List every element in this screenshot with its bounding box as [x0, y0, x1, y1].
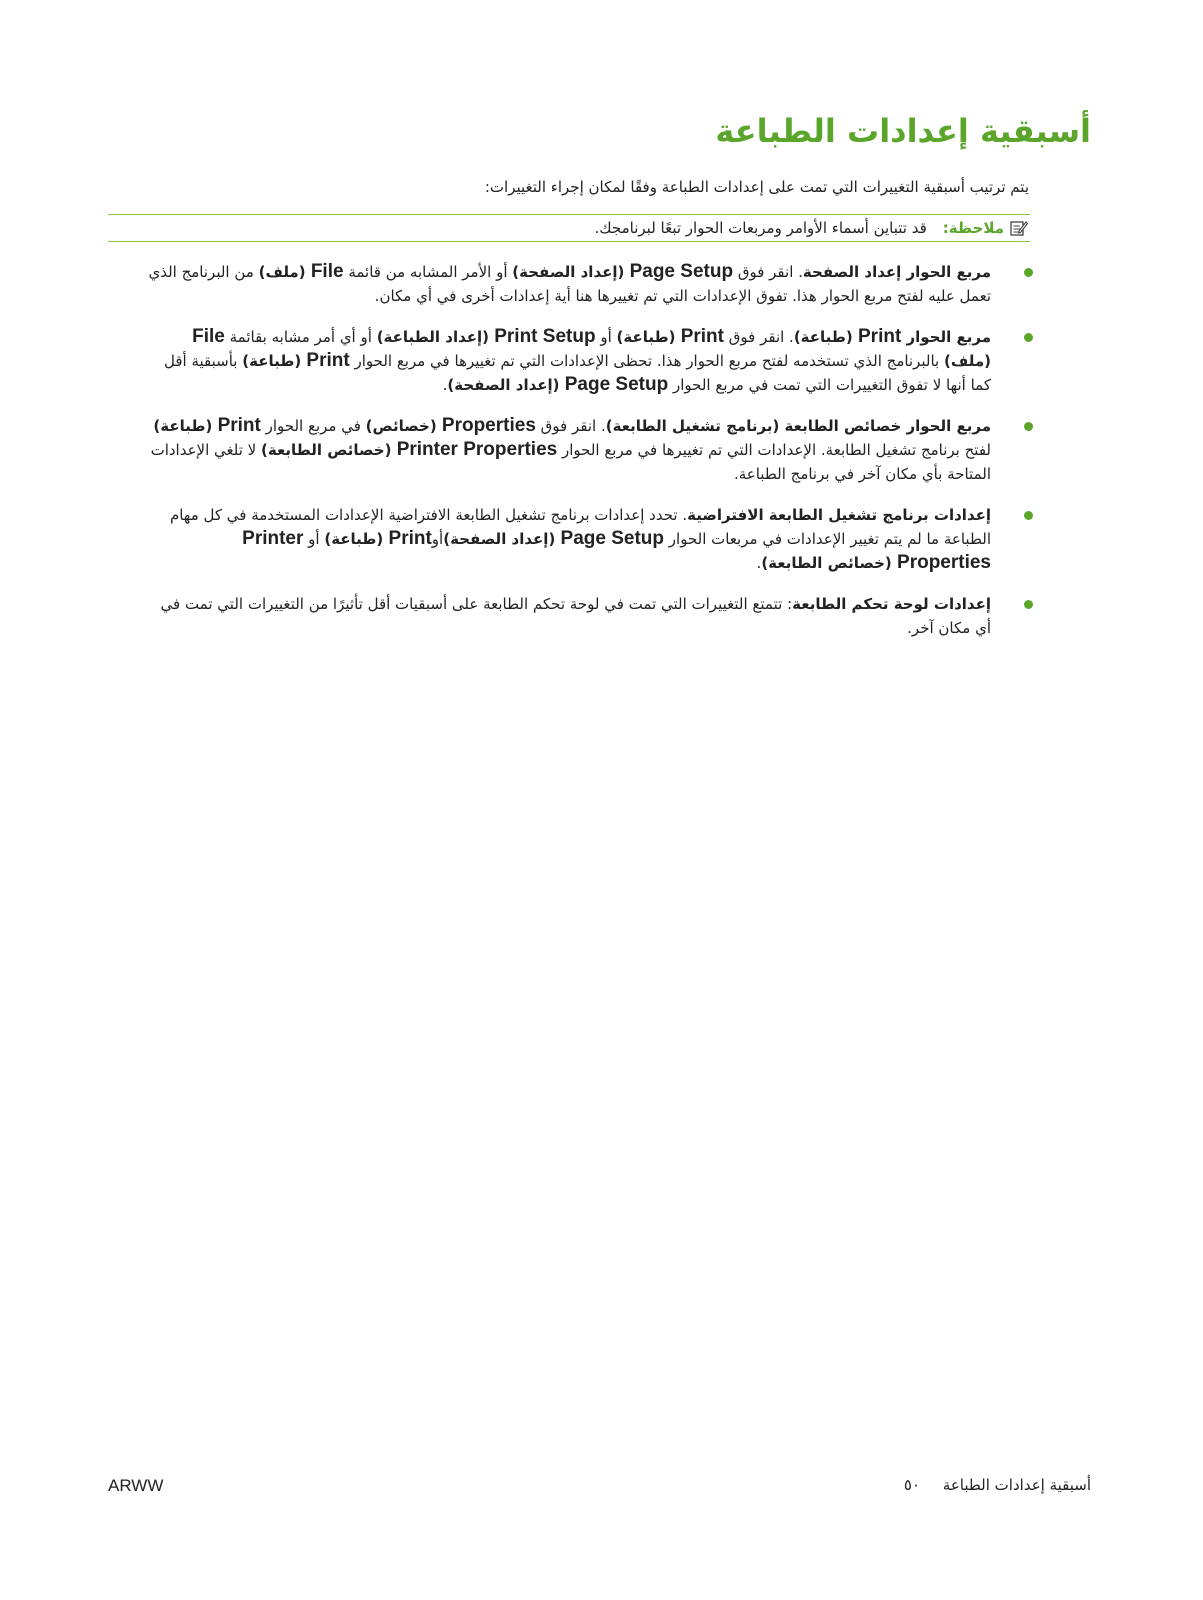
note-icon: [1010, 219, 1028, 237]
body-text: : تتمتع التغييرات التي تمت في لوحة تحكم الطابعة على أسبقيات أقل تأثيرًا من التغييرات التي تمت في أي مكان آخر.: [160, 595, 991, 637]
bold-text: مربع الحوار: [901, 328, 991, 346]
bold-text: إعدادات لوحة تحكم الطابعة: [792, 595, 991, 613]
bold-text: (ملف): [258, 263, 311, 281]
body-text: أو الأمر المشابه من قائمة: [343, 263, 513, 281]
body-text: . انقر فوق: [733, 263, 803, 281]
ui-term: Page Setup: [564, 374, 669, 395]
bold-text: (إعداد الصفحة): [512, 263, 630, 281]
bold-text: (طباعة): [153, 417, 218, 435]
body-text: .: [442, 376, 448, 394]
bold-text: (طباعة): [616, 328, 681, 346]
page-title: أسبقية إعدادات الطباعة: [715, 112, 1091, 150]
footer-doc-code: ARWW: [108, 1476, 164, 1495]
list-item: [146, 325, 991, 397]
body-text: . انقر فوق: [723, 328, 794, 346]
bold-text: (إعداد الصفحة): [447, 376, 565, 394]
body-text: لفتح برنامج تشغيل الطابعة. الإعدادات التي تم تغييرها في مربع الحوار: [557, 441, 991, 459]
ui-term: Page Setup: [560, 528, 665, 549]
footer-page-number: ٥٠: [903, 1476, 920, 1494]
body-text: أو: [303, 530, 325, 548]
body-text: بأسبقية أقل كما أنها لا تفوق التغييرات التي تمت في مربع الحوار: [164, 352, 991, 394]
ui-term: Printer Properties: [396, 439, 558, 460]
list-item: [146, 414, 991, 486]
bullet-dot-icon: [1024, 600, 1033, 609]
body-text: أو: [595, 328, 617, 346]
body-text: من البرنامج الذي تعمل عليه لفتح مربع الحوار هذا. تفوق الإعدادات التي تم تغييرها هنا أية إعدادات أخرى في أي مكان.: [148, 263, 991, 305]
ui-term: Print: [388, 528, 432, 549]
bold-text: (إعداد الطباعة): [376, 328, 495, 346]
body-text: بالبرنامج الذي تستخدمه لفتح مربع الحوار هذا. تحظى الإعدادات التي تم تغييرها في مربع الحوار: [349, 352, 944, 370]
body-text: في مربع الحوار: [260, 417, 366, 435]
note-text: قد تتباين أسماء الأوامر ومربعات الحوار تبعًا لبرنامجك.: [594, 219, 927, 237]
ui-term: File: [310, 261, 344, 282]
list-item: [146, 503, 991, 575]
body-text: . تحدد إعدادات برنامج تشغيل الطابعة الافتراضية الإعدادات المستخدمة في كل مهام الطباعة ما لم يتم تغيير الإعدادات في مربعات الحوار: [169, 506, 991, 548]
ui-term: Properties: [441, 415, 536, 436]
ui-term: Print: [217, 415, 261, 436]
bold-text: (خصائص الطابعة): [261, 441, 397, 459]
bullet-dot-icon: [1024, 511, 1033, 520]
ui-term: Print: [858, 326, 902, 347]
ui-term: Print: [680, 326, 724, 347]
bold-text: (طباعة): [793, 328, 858, 346]
note-box: [108, 214, 1030, 242]
intro-paragraph: يتم ترتيب أسبقية التغييرات التي تمت على إعدادات الطباعة وفقًا لمكان إجراء التغييرات:: [484, 178, 1029, 196]
bold-text: (ملف): [944, 352, 991, 370]
bold-text: (خصائص الطابعة): [761, 554, 898, 572]
bold-text: (طباعة): [324, 530, 389, 548]
body-text: . انقر فوق: [535, 417, 606, 435]
body-text: أو أي أمر مشابه بقائمة: [224, 328, 377, 346]
bold-text: إعدادات برنامج تشغيل الطابعة الافتراضية: [687, 506, 991, 524]
ui-term: Printer Properties: [242, 528, 991, 573]
bold-text: مربع الحوار إعداد الصفحة: [802, 263, 991, 281]
list-item: [146, 260, 991, 308]
ui-term: Print: [306, 350, 350, 371]
bullet-dot-icon: [1024, 422, 1033, 431]
ui-term: Page Setup: [629, 261, 734, 282]
bold-text: (طباعة): [242, 352, 307, 370]
note-label: ملاحظة:: [942, 219, 1004, 237]
bold-text: (إعداد الصفحة): [443, 530, 561, 548]
bullet-dot-icon: [1024, 333, 1033, 342]
body-text: لا تلغي الإعدادات المتاحة بأي مكان آخر في برنامج الطباعة.: [150, 441, 991, 483]
precedence-list: [146, 260, 991, 657]
ui-term: Print Setup: [494, 326, 596, 347]
footer-page-info: [904, 1476, 1091, 1494]
footer-section-title: أسبقية إعدادات الطباعة: [942, 1476, 1091, 1494]
ui-term: File: [192, 326, 225, 347]
list-item: [146, 592, 991, 640]
body-text: أو: [431, 530, 444, 548]
body-text: .: [756, 554, 762, 572]
bold-text: مربع الحوار خصائص الطابعة (برنامج تشغيل الطابعة): [605, 417, 991, 435]
bold-text: (خصائص): [365, 417, 442, 435]
bullet-dot-icon: [1024, 268, 1033, 277]
